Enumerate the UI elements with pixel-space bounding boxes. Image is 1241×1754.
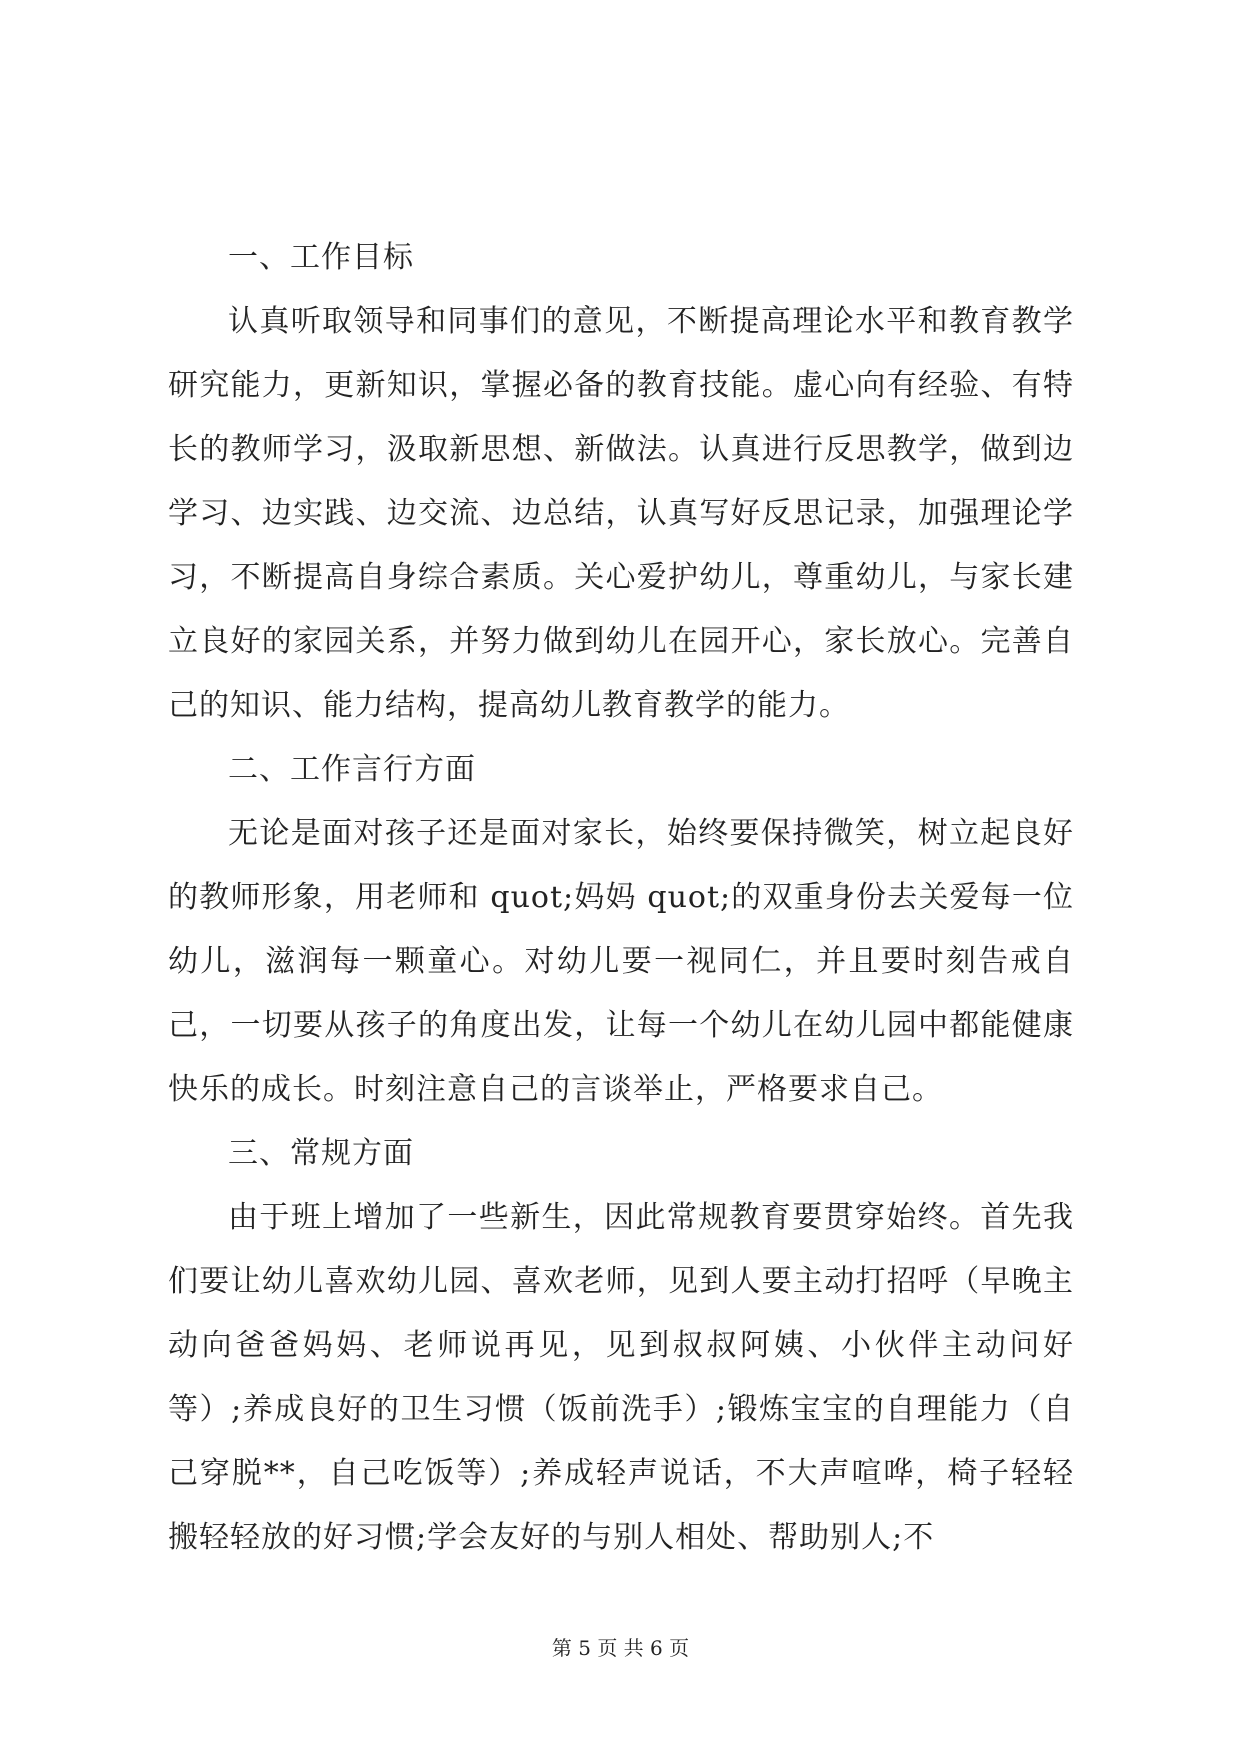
section-body-routine: 由于班上增加了一些新生，因此常规教育要贯穿始终。首先我们要让幼儿喜欢幼儿园、喜欢老师，见到人要主动打招呼（早晚主动向爸爸妈妈、老师说再见，见到叔叔阿姨、小伙伴主动问好等）;养成良好的卫生习惯（饭前洗手）;锻炼宝宝的自理能力（自己穿脱**，自己吃饭等）;养成轻声说话，不大声喧哗，椅子轻轻搬轻轻放的好习惯;学会友好的与别人相处、帮助别人;不 — [168, 1200, 1074, 1555]
section-heading-routine: 三、常规方面 — [228, 1136, 414, 1171]
section-body-conduct: 无论是面对孩子还是面对家长，始终要保持微笑，树立起良好的教师形象，用老师和 quot;妈妈 quot;的双重身份去关爱每一位幼儿，滋润每一颗童心。对幼儿要一视同仁，并且要时刻告戒自己，一切要从孩子的角度出发，让每一个幼儿在幼儿园中都能健康快乐的成长。时刻注意自己的言谈举止，严格要求自己。 — [168, 816, 1074, 1107]
section-body-goals: 认真听取领导和同事们的意见，不断提高理论水平和教育教学研究能力，更新知识，掌握必备的教育技能。虚心向有经验、有特长的教师学习，汲取新思想、新做法。认真进行反思教学，做到边学习、边实践、边交流、边总结，认真写好反思记录，加强理论学习，不断提高自身综合素质。关心爱护幼儿，尊重幼儿，与家长建立良好的家园关系，并努力做到幼儿在园开心，家长放心。完善自己的知识、能力结构，提高幼儿教育教学的能力。 — [168, 304, 1074, 723]
document-body — [168, 226, 1074, 1570]
page-number: 第 5 页 共 6 页 — [551, 1636, 690, 1660]
section-heading-goals: 一、工作目标 — [228, 240, 414, 275]
section-heading-conduct: 二、工作言行方面 — [228, 752, 476, 787]
